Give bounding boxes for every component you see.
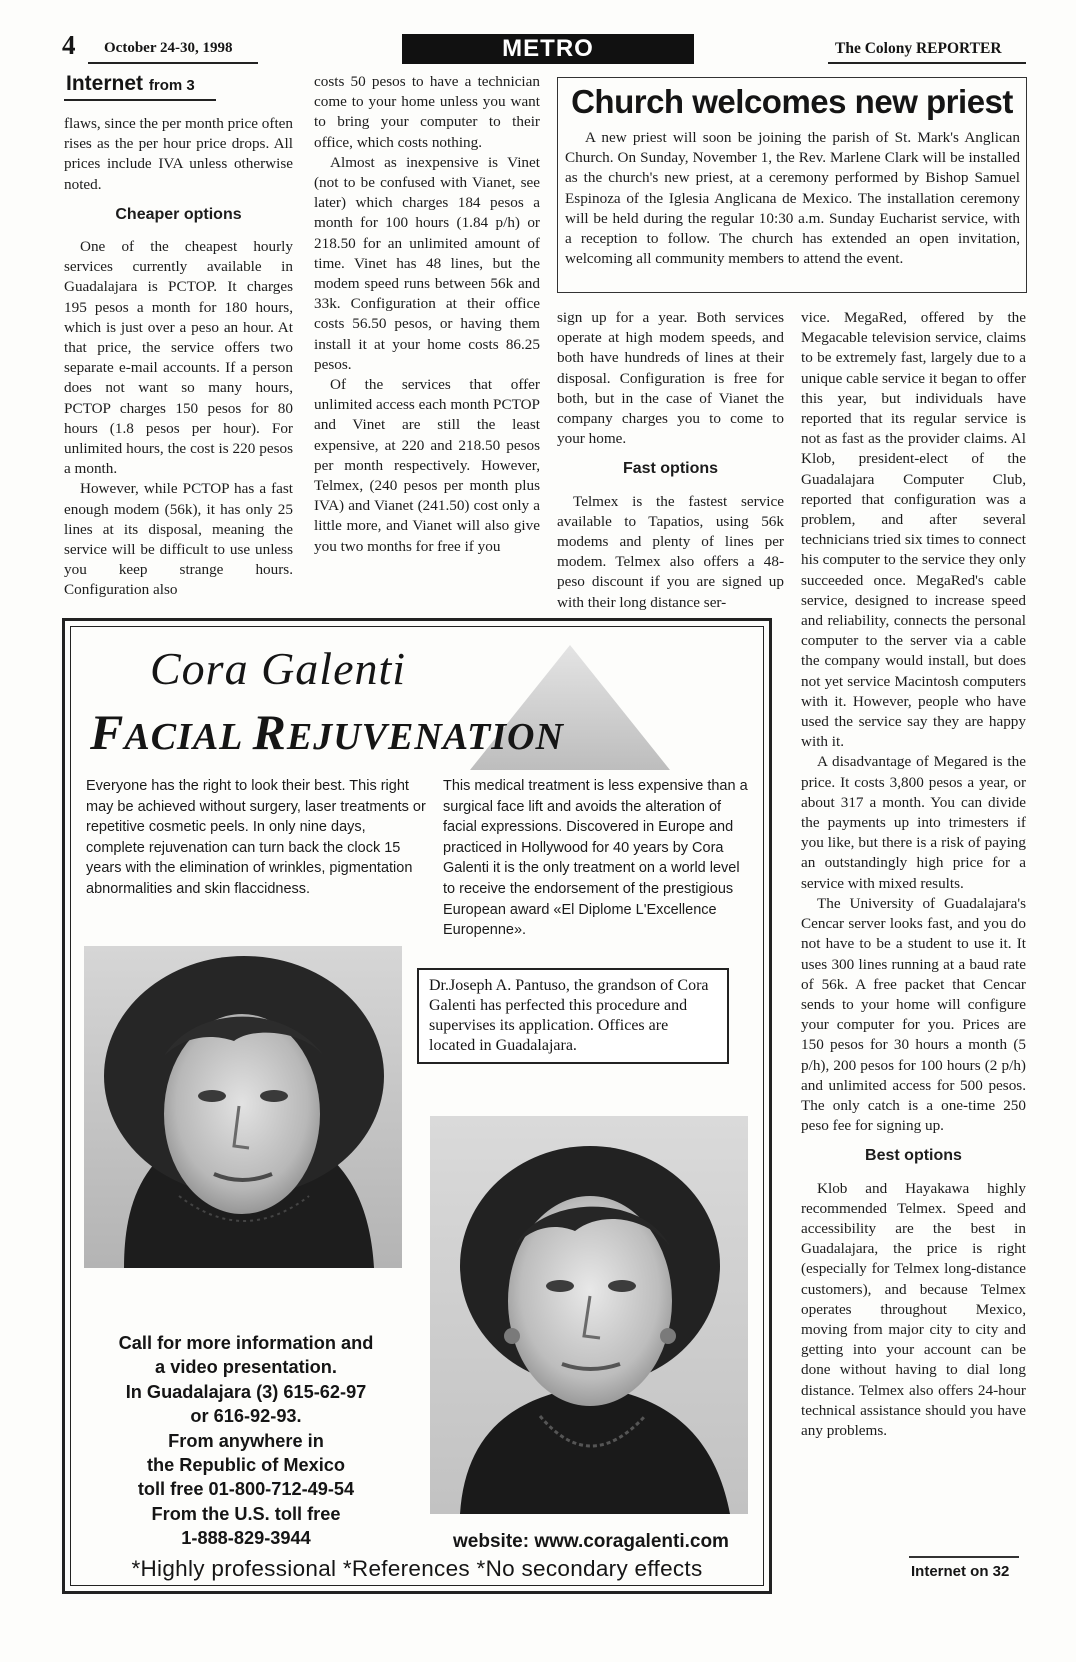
article-paragraph: A new priest will soon be joining the parish of St. Mark's Anglican Church. On Sunday, November 1, the Rev. Marlene Clark will be installed as the church's new priest, at a ceremony performed by Bishop Samuel Espinoza of the Iglesia Anglicana de Mexico. The installation ceremony will be held during the regular 10:30 a.m. Sunday Eucharist service, with a reception to follow. The church has extended an open invitation, welcoming all community members to attend the event. <box>565 129 1020 268</box>
article-paragraph: A disadvantage of Megared is the price. It costs 3,800 pesos a year, or about 317 a month. You can divide the payments up into trimesters if you like, but there is a risk of paying an outstandingly high price for a service with mixed results. <box>801 753 1026 892</box>
pantuso-info-box: Dr.Joseph A. Pantuso, the grandson of Cora Galenti has perfected this procedure and supervises its application. Offices are located in Guadalajara. <box>417 968 729 1064</box>
subhead-cheaper-options: Cheaper options <box>115 205 242 223</box>
article-paragraph: flaws, since the per month price often rises as the per hour price drops. All prices include IVA unless otherwise noted. <box>64 115 293 193</box>
article-paragraph: Almost as inexpensive is Vinet (not to be confused with Vianet, see later) which charges 184 pesos a month for 100 hours (1.84 p/h) or 218.50 for an unlimited amount of time. Vinet has 48 lines, but the modem speed runs between 56k and 33k. Configuration at their office costs 56.50 pesos, or having them install it at your home costs 86.25 pesos. <box>314 153 540 373</box>
ad-website: website: www.coragalenti.com <box>453 1531 729 1552</box>
ad-contact-line: Call for more information and <box>118 1333 374 1353</box>
article-paragraph: costs 50 pesos to have a technician come to your home unless you want to bring your computer to their office, which costs nothing. <box>314 73 540 151</box>
ad-contact-line: toll free 01-800-712-49-54 <box>137 1479 355 1500</box>
subhead-fast-options: Fast options <box>622 460 719 478</box>
article-paragraph: vice. MegaRed, offered by the Megacable television service, claims to be extremely fast, largely due to a unique cable service it began to offer this year, but individuals have reported that its regular service is not as fast as the provider claims. Al Klob, president-elect of the Guadalajara Computer Club, reported that configuration was a problem, and after several technicians tried six times to connect his computer to the service they only succeeded once. MegaRed's cable service, designed to increase speed and reliability, connects the personal computer to the server via a cable the company would install, but does not yet service Macintosh computers with it. However, people who have used the service say they are happy with it. <box>801 309 1026 751</box>
article-column-3 <box>557 308 784 613</box>
subhead-best-options: Best options <box>865 1147 962 1165</box>
article-paragraph: Klob and Hayakawa highly recommended Telmex. Speed and accessibility are the best in Guadalajara, the price is right (especially for Telmex long-distance customers), and because Telmex operates throughout Mexico, moving from major city to city and getting into your account can be done without having to dial long distance. Telmex also offers 24-hour technical assistance should you have any problems. <box>801 1179 1026 1439</box>
jump-headline <box>66 72 195 96</box>
church-headline: Church welcomes new priest <box>571 83 1013 120</box>
newspaper-name-rule <box>828 62 1026 64</box>
newspaper-name: The Colony REPORTER <box>835 40 1002 57</box>
ad-contact-line: In Guadalajara (3) 615-62-97 <box>125 1381 367 1402</box>
ad-contact-line: the Republic of Mexico <box>146 1455 346 1476</box>
ad-contact-info <box>86 1331 406 1551</box>
ad-headline-initial-f: F <box>90 704 125 760</box>
header-rule <box>88 62 258 64</box>
ad-contact-line: From the U.S. toll free <box>151 1503 341 1524</box>
brand-logo-script: Cora Galenti <box>150 643 407 694</box>
portrait-photo-older-woman <box>84 946 402 1268</box>
section-title: METRO <box>402 34 694 64</box>
article-paragraph: Telmex is the fastest service available to Tapatios, using 56k modems and plenty of lines per modem. Telmex also offers a 48-peso discount if you are signed up with their long distance ser- <box>557 492 784 611</box>
article-paragraph: The University of Guadalajara's Cencar server looks fast, and you do not have to be a student to use it. It uses 300 lines running at a baud rate of 56k. A free packet that Cencar sends to your home will configure your computer for you. Prices are 150 pesos for 30 hours a month (5 p/h), 200 pesos for 100 hours (2 p/h) and unlimited access for 500 pesos. The only catch is a one-time 250 peso fee for signing up. <box>801 894 1026 1135</box>
ad-headline-part-2: EJUVENATION <box>286 716 564 758</box>
ad-treatment-text: This medical treatment is less expensive than a surgical face lift and avoids the alteration of facial expressions. Discovered in Europe and practiced in Hollywood for 40 years by Cora Galenti it is the only treatment on a world level to receive the endorsement of the prestigious European award «El Diplome L'Excellence Europenne». <box>443 778 748 939</box>
article-paragraph: sign up for a year. Both services operate at high modem speeds, and both have hundreds of lines at their disposal. Configuration is free for both, but in the case of Vianet the company charges you to come to your home. <box>557 309 784 448</box>
continued-on-page: Internet on 32 <box>911 1563 1010 1580</box>
jump-headline-title: Internet <box>66 72 144 95</box>
ad-contact-line: From anywhere in <box>168 1430 324 1451</box>
article-column-2 <box>314 72 540 557</box>
article-paragraph: One of the cheapest hourly services currently available in Guadalajara is PCTOP. It charges 195 pesos a month for 180 hours, which is just over a peso an hour. At that price, the service offers two separate e-mail accounts. If a person does not want so many hours, PCTOP charges 150 pesos for 80 hours (1.8 pesos per hour). For unlimited hours, the cost is 220 pesos a month. <box>64 238 293 478</box>
article-paragraph: Of the services that offer unlimited access each month PCTOP and Vinet are still the least expensive, at 220 and 218.50 pesos per month respectively. However, Telmex, (240 pesos per month plus IVA) and Vianet (241.50) cost only a little more, and Vianet will also give you two months for free if you <box>314 376 540 555</box>
article-paragraph: However, while PCTOP has a fast enough modem (56k), it has only 25 lines at its disposal, meaning the service will be difficult to use unless you keep strange hours. Configuration also <box>64 480 293 599</box>
ad-headline-part-1: ACIAL <box>124 716 253 758</box>
ad-headline <box>90 703 564 761</box>
issue-date: October 24-30, 1998 <box>104 40 233 56</box>
ad-contact-line: 1-888-829-3944 <box>181 1528 311 1549</box>
jump-headline-rule <box>64 99 216 101</box>
church-story-body <box>565 128 1020 269</box>
ad-intro-text: Everyone has the right to look their best. This right may be achieved without surgery, laser treatments or repetitive cosmetic peels. In only nine days, complete rejuvenation can turn back the clock 15 years with the elimination of wrinkles, pigmentation abnormalities and skin flaccidness. <box>86 778 426 897</box>
portrait-photo-cora-galenti <box>430 1116 748 1514</box>
jump-headline-from: from 3 <box>148 77 195 94</box>
page-number: 4 <box>62 30 76 60</box>
ad-contact-line: or 616-92-93. <box>190 1406 302 1427</box>
article-column-4 <box>801 308 1026 1441</box>
ad-headline-initial-r: R <box>252 704 287 760</box>
ad-contact-line: a video presentation. <box>155 1357 337 1378</box>
article-column-1 <box>64 114 293 601</box>
ad-tagline: *Highly professional *References *No secondary effects <box>131 1556 703 1581</box>
continued-rule <box>909 1556 1019 1558</box>
